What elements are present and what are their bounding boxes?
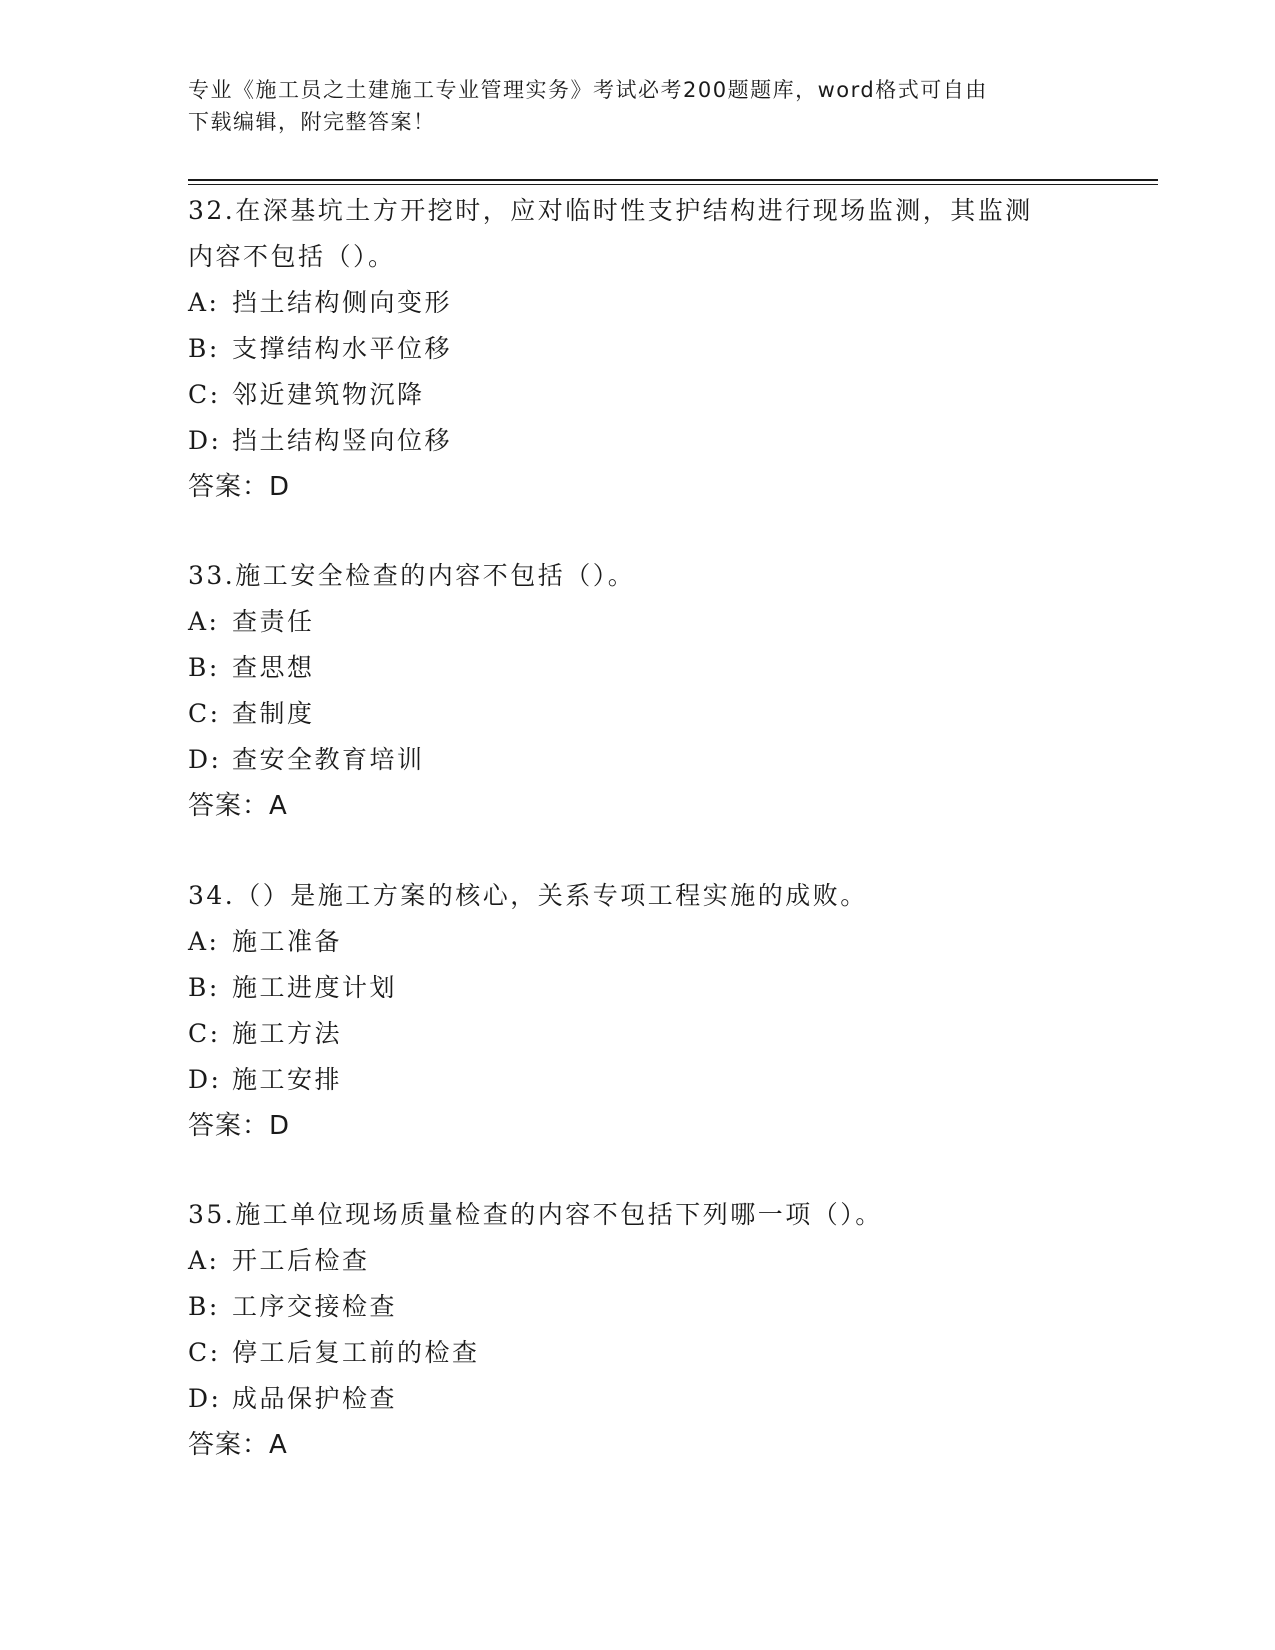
option-b [188,645,1088,691]
option-text: 查责任 [232,607,315,636]
option-letter: A: [188,607,220,636]
option-c [188,1011,1088,1057]
option-text: 挡土结构竖向位移 [232,426,453,455]
option-a [188,599,1088,645]
option-c [188,691,1088,737]
option-letter: C: [188,1019,221,1048]
answer-line: 答案：D [188,472,291,502]
question-stem-continued: 内容不包括（）。 [188,242,396,271]
question-34 [188,873,1088,1149]
answer-line: 答案：A [188,791,288,821]
option-letter: C: [188,1338,221,1367]
option-b [188,965,1088,1011]
option-letter: B: [188,653,220,682]
question-stem: 35.施工单位现场质量检查的内容不包括下列哪一项（）。 [188,1200,883,1229]
option-text: 挡土结构侧向变形 [232,288,453,317]
option-letter: D: [188,1384,222,1413]
option-text: 支撑结构水平位移 [232,334,453,363]
option-letter: D: [188,1065,222,1094]
option-letter: B: [188,334,220,363]
header-divider-thin [188,184,1158,185]
option-text: 停工后复工前的检查 [232,1338,480,1367]
option-c [188,372,1088,418]
option-letter: A: [188,288,220,317]
option-letter: B: [188,973,220,1002]
option-text: 工序交接检查 [232,1292,398,1321]
option-b [188,1284,1088,1330]
option-text: 查思想 [232,653,315,682]
option-letter: A: [188,1246,220,1275]
question-32 [188,188,1088,510]
question-33 [188,553,1088,829]
option-b [188,326,1088,372]
option-letter: D: [188,745,222,774]
option-text: 查制度 [232,699,315,728]
option-d [188,737,1088,783]
option-text: 查安全教育培训 [232,745,425,774]
answer-line: 答案：A [188,1430,288,1460]
option-text: 施工安排 [232,1065,343,1094]
option-c [188,1330,1088,1376]
option-d [188,1376,1088,1422]
option-a [188,280,1088,326]
header-divider-thick [188,179,1158,181]
header-line-2: 下载编辑，附完整答案！ [188,110,436,134]
document-header [188,74,1088,138]
header-line-1: 专业《施工员之土建施工专业管理实务》考试必考200题题库，word格式可自由 [188,78,988,102]
option-letter: A: [188,927,220,956]
option-a [188,919,1088,965]
option-text: 开工后检查 [232,1246,370,1275]
option-letter: D: [188,426,222,455]
option-letter: C: [188,699,221,728]
question-stem: 32.在深基坑土方开挖时，应对临时性支护结构进行现场监测，其监测 [188,196,1033,225]
option-d [188,418,1088,464]
question-stem: 34.（）是施工方案的核心，关系专项工程实施的成败。 [188,881,868,910]
option-text: 施工进度计划 [232,973,398,1002]
option-text: 成品保护检查 [232,1384,398,1413]
option-letter: B: [188,1292,220,1321]
option-letter: C: [188,380,221,409]
option-text: 施工准备 [232,927,343,956]
question-35 [188,1192,1088,1468]
question-stem: 33.施工安全检查的内容不包括（）。 [188,561,636,590]
option-text: 邻近建筑物沉降 [232,380,425,409]
option-a [188,1238,1088,1284]
answer-line: 答案：D [188,1111,291,1141]
option-d [188,1057,1088,1103]
option-text: 施工方法 [232,1019,343,1048]
